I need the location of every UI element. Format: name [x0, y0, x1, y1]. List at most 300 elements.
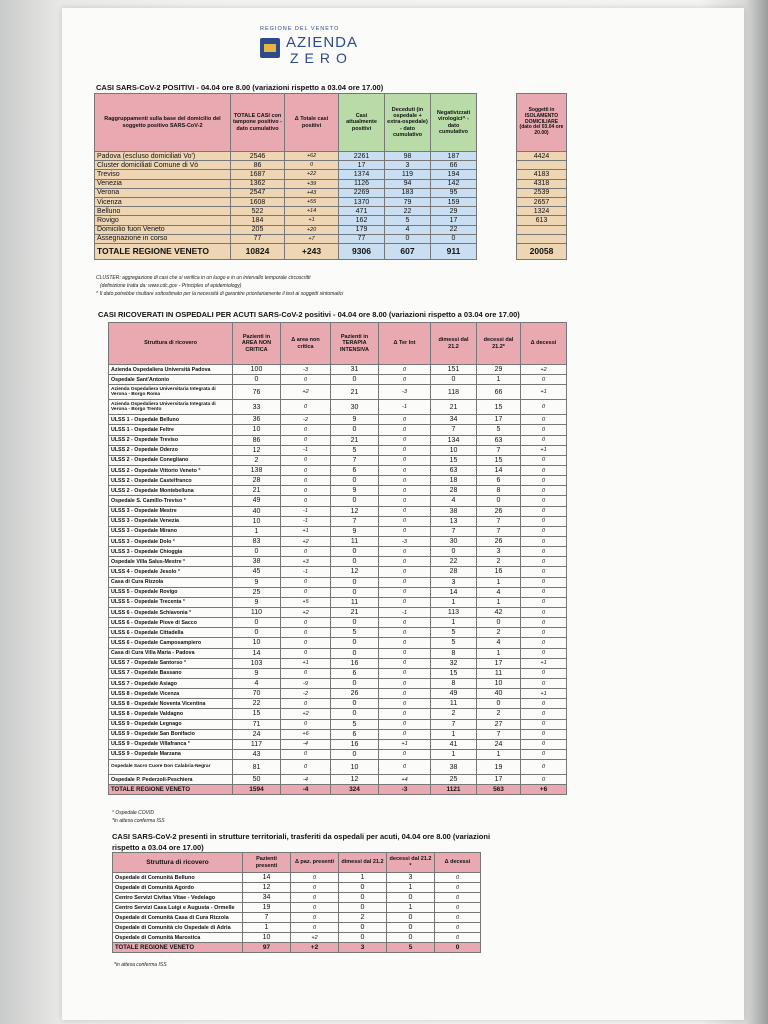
t2-cell-delta-deaths: 0	[521, 638, 567, 648]
table-row	[109, 719, 567, 729]
t1-total-neg: 911	[431, 243, 477, 259]
t3-cell-present: 14	[243, 873, 291, 883]
t1-cell-name: Assegnazione in corso	[95, 234, 231, 243]
t3-header-delta-present: Δ paz. presenti	[291, 853, 339, 873]
t2-cell-icu: 0	[331, 709, 379, 719]
t3-cell-delta-present: 0	[291, 923, 339, 933]
t3-cell-delta-deaths: 0	[435, 893, 481, 903]
isolation-cell: 4183	[517, 170, 567, 179]
t3-cell-deaths: 0	[387, 893, 435, 903]
t2-cell-deaths: 4	[477, 587, 521, 597]
table-row	[517, 234, 567, 243]
isolation-table	[516, 93, 567, 260]
t2-cell-noncritical: 117	[233, 739, 281, 749]
t2-cell-deaths: 19	[477, 760, 521, 775]
t1-note-definition: (definizione tratta da: www.cdc.gov - Principles of epidemiology)	[100, 283, 242, 289]
t2-cell-discharged: 11	[431, 699, 477, 709]
t2-cell-deaths: 5	[477, 425, 521, 435]
t2-cell-icu: 0	[331, 678, 379, 688]
table3-title-line1: CASI SARS-CoV-2 presenti in strutture territoriali, trasferiti da ospedali per acuti, 04.04 ore 8.00 (variazioni	[112, 832, 491, 841]
t2-cell-noncritical: 110	[233, 607, 281, 617]
t2-cell-delta-icu: 0	[379, 445, 431, 455]
t2-cell-delta-icu: 0	[379, 689, 431, 699]
isolation-cell: 4424	[517, 152, 567, 161]
t2-cell-delta-deaths: 0	[521, 455, 567, 465]
t1-total-delta: +243	[285, 243, 339, 259]
t3-header-present: Pazienti presenti	[243, 853, 291, 873]
table-row	[517, 225, 567, 234]
t2-cell-discharged: 134	[431, 435, 477, 445]
t3-cell-delta-present: 0	[291, 893, 339, 903]
t1-cell-current: 17	[339, 161, 385, 170]
t2-cell-deaths: 3	[477, 547, 521, 557]
t2-cell-icu: 9	[331, 486, 379, 496]
t2-cell-discharged: 8	[431, 648, 477, 658]
t2-cell-icu: 0	[331, 375, 379, 385]
t1-cell-current: 179	[339, 225, 385, 234]
t3-cell-structure: Centro Servizi Casa Luigi e Augusta - Ormelle	[113, 903, 243, 913]
t2-cell-delta-deaths: 0	[521, 577, 567, 587]
t2-cell-delta-noncritical: 0	[281, 547, 331, 557]
t2-header-delta-noncritical: Δ area non critica	[281, 323, 331, 365]
table-row	[109, 375, 567, 385]
t2-cell-deaths: 63	[477, 435, 521, 445]
table-row	[109, 729, 567, 739]
t2-cell-icu: 10	[331, 760, 379, 775]
t1-total-tot: 10824	[231, 243, 285, 259]
t1-cell-negative: 22	[431, 225, 477, 234]
t2-cell-delta-noncritical: +5	[281, 597, 331, 607]
t2-cell-structure: ULSS 3 - Ospedale Mirano	[109, 526, 233, 536]
t2-cell-delta-icu: 0	[379, 496, 431, 506]
t2-cell-delta-noncritical: 0	[281, 648, 331, 658]
t3-cell-present: 10	[243, 933, 291, 943]
t2-cell-noncritical: 0	[233, 375, 281, 385]
t2-cell-icu: 0	[331, 577, 379, 587]
t2-cell-discharged: 1	[431, 749, 477, 759]
t2-cell-noncritical: 0	[233, 547, 281, 557]
t3-total-p: 97	[243, 943, 291, 953]
table-row	[109, 536, 567, 546]
t2-cell-delta-noncritical: 0	[281, 425, 331, 435]
t2-cell-delta-icu: 0	[379, 709, 431, 719]
t2-cell-deaths: 0	[477, 496, 521, 506]
t2-cell-deaths: 1	[477, 577, 521, 587]
t2-cell-noncritical: 83	[233, 536, 281, 546]
t3-cell-deaths: 1	[387, 883, 435, 893]
t2-total-dim: 1121	[431, 785, 477, 795]
table-row	[109, 709, 567, 719]
t2-cell-delta-icu: 0	[379, 749, 431, 759]
table-row	[95, 207, 477, 216]
table-row	[109, 557, 567, 567]
t2-cell-structure: Ospedale Villa Salus-Mestre °	[109, 557, 233, 567]
t2-cell-noncritical: 86	[233, 435, 281, 445]
t2-cell-structure: ULSS 7 - Ospedale Bassano	[109, 668, 233, 678]
t2-cell-deaths: 1	[477, 597, 521, 607]
t2-cell-delta-deaths: 0	[521, 516, 567, 526]
t2-cell-delta-icu: 0	[379, 476, 431, 486]
t2-cell-discharged: 22	[431, 557, 477, 567]
t2-cell-icu: 11	[331, 597, 379, 607]
t1-cell-name: Belluno	[95, 207, 231, 216]
t2-cell-delta-noncritical: 0	[281, 435, 331, 445]
t1-cell-deceased: 4	[385, 225, 431, 234]
t3-cell-delta-deaths: 0	[435, 903, 481, 913]
t2-cell-deaths: 66	[477, 385, 521, 400]
t2-total-dti: -3	[379, 785, 431, 795]
t1-cell-deceased: 5	[385, 216, 431, 225]
t3-cell-deaths: 1	[387, 903, 435, 913]
t2-cell-delta-icu: 0	[379, 760, 431, 775]
t2-cell-delta-deaths: 0	[521, 719, 567, 729]
t3-total-dp: +2	[291, 943, 339, 953]
t2-cell-delta-icu: 0	[379, 658, 431, 668]
t2-cell-discharged: 32	[431, 658, 477, 668]
table-row	[109, 435, 567, 445]
t1-cell-deceased: 183	[385, 188, 431, 197]
t2-cell-deaths: 7	[477, 729, 521, 739]
t2-cell-delta-noncritical: 0	[281, 476, 331, 486]
t2-note-iss: *in attesa conferma ISS	[112, 818, 165, 824]
t2-cell-noncritical: 70	[233, 689, 281, 699]
t2-cell-deaths: 26	[477, 506, 521, 516]
t1-cell-name: Cluster domiciliati Comune di Vò	[95, 161, 231, 170]
table-row	[95, 234, 477, 243]
t2-total-row	[109, 785, 567, 795]
table-row	[109, 760, 567, 775]
t2-cell-delta-icu: -3	[379, 385, 431, 400]
t2-cell-icu: 26	[331, 689, 379, 699]
t2-cell-icu: 0	[331, 587, 379, 597]
t2-cell-delta-noncritical: -1	[281, 516, 331, 526]
t1-cell-negative: 159	[431, 197, 477, 206]
t1-cell-delta: +22	[285, 170, 339, 179]
t2-cell-icu: 12	[331, 567, 379, 577]
t2-cell-delta-icu: 0	[379, 648, 431, 658]
t2-cell-deaths: 29	[477, 365, 521, 375]
table-row	[109, 648, 567, 658]
t2-cell-delta-noncritical: 0	[281, 465, 331, 475]
t2-header-discharged: dimessi dal 21.2	[431, 323, 477, 365]
table-row	[109, 415, 567, 425]
logo-mark-icon	[260, 38, 280, 58]
t2-cell-icu: 5	[331, 719, 379, 729]
t2-cell-delta-deaths: 0	[521, 465, 567, 475]
t3-cell-deaths: 0	[387, 923, 435, 933]
t2-cell-delta-icu: 0	[379, 526, 431, 536]
t2-cell-structure: Ospedale Sant'Antonio	[109, 375, 233, 385]
t2-cell-delta-noncritical: 0	[281, 699, 331, 709]
t2-cell-deaths: 40	[477, 689, 521, 699]
isolation-cell: 2539	[517, 188, 567, 197]
t2-cell-noncritical: 100	[233, 365, 281, 375]
t1-cell-total: 205	[231, 225, 285, 234]
t2-cell-discharged: 1	[431, 597, 477, 607]
t2-cell-delta-icu: -1	[379, 400, 431, 415]
t2-cell-icu: 0	[331, 557, 379, 567]
t2-cell-delta-icu: 0	[379, 425, 431, 435]
t2-cell-structure: ULSS 9 - Ospedale Marzana	[109, 749, 233, 759]
t2-cell-delta-noncritical: 0	[281, 628, 331, 638]
t2-cell-noncritical: 138	[233, 465, 281, 475]
t2-cell-discharged: 5	[431, 638, 477, 648]
table-row	[109, 465, 567, 475]
table-row	[113, 873, 481, 883]
t3-cell-delta-deaths: 0	[435, 913, 481, 923]
t2-cell-delta-deaths: 0	[521, 476, 567, 486]
t2-cell-delta-deaths: +2	[521, 365, 567, 375]
t2-cell-structure: ULSS 2 - Ospedale Vittorio Veneto °	[109, 465, 233, 475]
t1-cell-current: 1374	[339, 170, 385, 179]
t2-cell-delta-deaths: 0	[521, 425, 567, 435]
t3-cell-deaths: 3	[387, 873, 435, 883]
isolation-total-row	[517, 243, 567, 259]
isolation-cell	[517, 225, 567, 234]
table-row	[109, 445, 567, 455]
t3-cell-present: 12	[243, 883, 291, 893]
t2-total-dd: +6	[521, 785, 567, 795]
isolation-header-row	[517, 94, 567, 152]
t2-cell-deaths: 2	[477, 628, 521, 638]
t2-cell-discharged: 30	[431, 536, 477, 546]
t2-cell-delta-noncritical: -2	[281, 415, 331, 425]
t2-cell-deaths: 4	[477, 638, 521, 648]
t2-cell-deaths: 42	[477, 607, 521, 617]
t2-cell-icu: 0	[331, 425, 379, 435]
t2-cell-icu: 21	[331, 607, 379, 617]
table-row	[109, 455, 567, 465]
t2-cell-delta-deaths: 0	[521, 668, 567, 678]
t2-cell-noncritical: 50	[233, 775, 281, 785]
t1-cell-delta: +43	[285, 188, 339, 197]
t2-cell-delta-noncritical: -4	[281, 739, 331, 749]
t2-cell-deaths: 7	[477, 516, 521, 526]
t2-cell-delta-noncritical: +2	[281, 385, 331, 400]
t3-header-delta-deaths: Δ decessi	[435, 853, 481, 873]
table-row	[109, 567, 567, 577]
t1-note-negative: ^ Il dato potrebbe risultare sottostimato per la necessità di garantire prioritariamente il test ai soggetti sintomatici	[96, 291, 344, 297]
t2-cell-deaths: 24	[477, 739, 521, 749]
t2-cell-delta-deaths: 0	[521, 597, 567, 607]
t3-cell-structure: Ospedale di Comunità Agordo	[113, 883, 243, 893]
t1-cell-total: 2546	[231, 152, 285, 161]
t2-cell-delta-noncritical: +6	[281, 729, 331, 739]
t2-cell-delta-noncritical: 0	[281, 400, 331, 415]
t2-cell-discharged: 13	[431, 516, 477, 526]
t2-cell-structure: ULSS 2 - Ospedale Conegliano	[109, 455, 233, 465]
t1-cell-delta: +62	[285, 152, 339, 161]
t2-cell-discharged: 7	[431, 719, 477, 729]
t2-cell-icu: 11	[331, 536, 379, 546]
t2-cell-deaths: 17	[477, 415, 521, 425]
isolation-cell	[517, 161, 567, 170]
t2-cell-deaths: 0	[477, 699, 521, 709]
t2-cell-discharged: 41	[431, 739, 477, 749]
t2-cell-structure: ULSS 5 - Ospedale Rovigo	[109, 587, 233, 597]
t2-cell-discharged: 113	[431, 607, 477, 617]
t2-cell-discharged: 7	[431, 526, 477, 536]
t2-cell-noncritical: 103	[233, 658, 281, 668]
t1-cell-current: 1126	[339, 179, 385, 188]
t2-total-label: TOTALE REGIONE VENETO	[109, 785, 233, 795]
table-row	[113, 913, 481, 923]
t3-cell-present: 1	[243, 923, 291, 933]
t2-cell-delta-deaths: 0	[521, 400, 567, 415]
t2-total-dec: 563	[477, 785, 521, 795]
t1-cell-total: 1687	[231, 170, 285, 179]
t3-cell-structure: Centro Servizi Civitas Vitae - Vedelago	[113, 893, 243, 903]
t1-cell-negative: 187	[431, 152, 477, 161]
t2-cell-icu: 16	[331, 739, 379, 749]
t2-cell-structure: ULSS 2 - Ospedale Treviso	[109, 435, 233, 445]
t1-cell-deceased: 22	[385, 207, 431, 216]
t3-total-dim: 3	[339, 943, 387, 953]
t2-cell-icu: 9	[331, 526, 379, 536]
t2-cell-discharged: 5	[431, 628, 477, 638]
t2-cell-delta-icu: 0	[379, 415, 431, 425]
t3-cell-deaths: 0	[387, 913, 435, 923]
t2-cell-icu: 21	[331, 435, 379, 445]
t1-cell-negative: 29	[431, 207, 477, 216]
t2-cell-delta-noncritical: 0	[281, 577, 331, 587]
t2-cell-structure: Azienda Ospedaliera Universitaria Integrata di Verona - Borgo Roma	[109, 385, 233, 400]
t3-total-label: TOTALE REGIONE VENETO	[113, 943, 243, 953]
table1-title: CASI SARS-CoV-2 POSITIVI - 04.04 ore 8.00 (variazioni rispetto a 03.04 ore 17.00)	[96, 83, 384, 92]
table-row	[109, 506, 567, 516]
t2-cell-delta-deaths: 0	[521, 587, 567, 597]
t2-header-delta-deaths: Δ decessi	[521, 323, 567, 365]
t1-cell-delta: 0	[285, 161, 339, 170]
t2-cell-structure: ULSS 9 - Ospedale San Bonifacio	[109, 729, 233, 739]
t2-cell-icu: 6	[331, 729, 379, 739]
t2-cell-delta-deaths: 0	[521, 415, 567, 425]
t2-header-delta-icu: Δ Ter Int	[379, 323, 431, 365]
t2-cell-deaths: 1	[477, 648, 521, 658]
t2-cell-icu: 7	[331, 455, 379, 465]
t1-cell-current: 77	[339, 234, 385, 243]
t2-cell-discharged: 4	[431, 496, 477, 506]
t2-cell-icu: 12	[331, 775, 379, 785]
logo-region-text: REGIONE DEL VENETO	[260, 26, 340, 32]
t2-cell-delta-noncritical: +2	[281, 709, 331, 719]
t2-cell-deaths: 15	[477, 455, 521, 465]
t1-total-dec: 607	[385, 243, 431, 259]
t3-cell-structure: Ospedale di Comunità c/o Ospedale di Adria	[113, 923, 243, 933]
t2-cell-structure: ULSS 6 - Ospedale Camposampiero	[109, 638, 233, 648]
t1-cell-negative: 194	[431, 170, 477, 179]
hospital-cases-table	[108, 322, 567, 795]
t2-cell-icu: 0	[331, 648, 379, 658]
t2-cell-noncritical: 2	[233, 455, 281, 465]
t2-cell-structure: Azienda Ospedaliera Università Padova	[109, 365, 233, 375]
isolation-header: Soggetti in ISOLAMENTO DOMICILIARE (dato del 03.04 ore 20.00)	[517, 94, 567, 152]
t3-total-row	[113, 943, 481, 953]
table-row	[109, 607, 567, 617]
t2-cell-noncritical: 76	[233, 385, 281, 400]
t2-cell-discharged: 7	[431, 425, 477, 435]
table-row	[517, 170, 567, 179]
t2-cell-delta-noncritical: +1	[281, 526, 331, 536]
t3-header-discharged: dimessi dal 21.2	[339, 853, 387, 873]
t2-cell-discharged: 14	[431, 587, 477, 597]
table-row	[109, 668, 567, 678]
t2-cell-structure: ULSS 6 - Ospedale Piove di Sacco	[109, 618, 233, 628]
t1-cell-name: Verona	[95, 188, 231, 197]
t2-cell-deaths: 17	[477, 658, 521, 668]
t2-cell-delta-noncritical: 0	[281, 638, 331, 648]
t2-cell-delta-icu: 0	[379, 547, 431, 557]
t2-cell-delta-noncritical: 0	[281, 749, 331, 759]
t1-cell-negative: 0	[431, 234, 477, 243]
table-row	[113, 883, 481, 893]
t3-cell-delta-present: 0	[291, 883, 339, 893]
territorial-structures-table	[112, 852, 481, 953]
t2-cell-structure: ULSS 8 - Ospedale Vicenza	[109, 689, 233, 699]
table-row	[109, 496, 567, 506]
table-row	[517, 207, 567, 216]
t2-cell-delta-noncritical: 0	[281, 587, 331, 597]
t2-cell-delta-icu: 0	[379, 516, 431, 526]
t3-header-structure: Struttura di ricovero	[113, 853, 243, 873]
t2-cell-delta-noncritical: +2	[281, 607, 331, 617]
t2-cell-deaths: 2	[477, 557, 521, 567]
t2-cell-delta-icu: 0	[379, 587, 431, 597]
t2-cell-noncritical: 28	[233, 476, 281, 486]
t2-cell-icu: 6	[331, 465, 379, 475]
t2-cell-delta-deaths: +1	[521, 385, 567, 400]
t3-cell-discharged: 2	[339, 913, 387, 923]
table-row	[113, 903, 481, 913]
t2-cell-delta-icu: 0	[379, 465, 431, 475]
t2-cell-discharged: 63	[431, 465, 477, 475]
t1-cell-total: 86	[231, 161, 285, 170]
t1-header-negative: Negativizzati virologici^ - dato cumulativo	[431, 94, 477, 152]
t2-note-covid: ° Ospedale COVID	[112, 810, 155, 816]
t2-cell-delta-noncritical: +1	[281, 658, 331, 668]
t2-cell-structure: ULSS 8 - Ospedale Valdagno	[109, 709, 233, 719]
t2-cell-noncritical: 81	[233, 760, 281, 775]
t2-cell-noncritical: 24	[233, 729, 281, 739]
t2-cell-icu: 0	[331, 699, 379, 709]
t2-cell-structure: ULSS 3 - Ospedale Chioggia	[109, 547, 233, 557]
t2-cell-noncritical: 9	[233, 668, 281, 678]
t2-cell-noncritical: 10	[233, 516, 281, 526]
t2-cell-noncritical: 9	[233, 577, 281, 587]
table-row	[109, 775, 567, 785]
table-row	[109, 476, 567, 486]
t2-cell-discharged: 8	[431, 678, 477, 688]
t1-cell-current: 2269	[339, 188, 385, 197]
t2-cell-discharged: 1	[431, 729, 477, 739]
t3-cell-structure: Ospedale di Comunità Casa di Cura Rizzola	[113, 913, 243, 923]
t2-cell-structure: Azienda Ospedaliera Universitaria Integrata di Verona - Borgo Trento	[109, 400, 233, 415]
t2-cell-delta-icu: 0	[379, 628, 431, 638]
t2-cell-delta-icu: 0	[379, 597, 431, 607]
table-row	[109, 425, 567, 435]
t1-total-row	[95, 243, 477, 259]
t2-cell-delta-deaths: +1	[521, 658, 567, 668]
t2-cell-icu: 0	[331, 749, 379, 759]
t3-cell-present: 7	[243, 913, 291, 923]
table-row	[109, 699, 567, 709]
t2-cell-discharged: 0	[431, 547, 477, 557]
table-row	[109, 618, 567, 628]
t2-cell-delta-deaths: 0	[521, 775, 567, 785]
t1-cell-deceased: 0	[385, 234, 431, 243]
table-row	[113, 923, 481, 933]
t1-cell-deceased: 79	[385, 197, 431, 206]
